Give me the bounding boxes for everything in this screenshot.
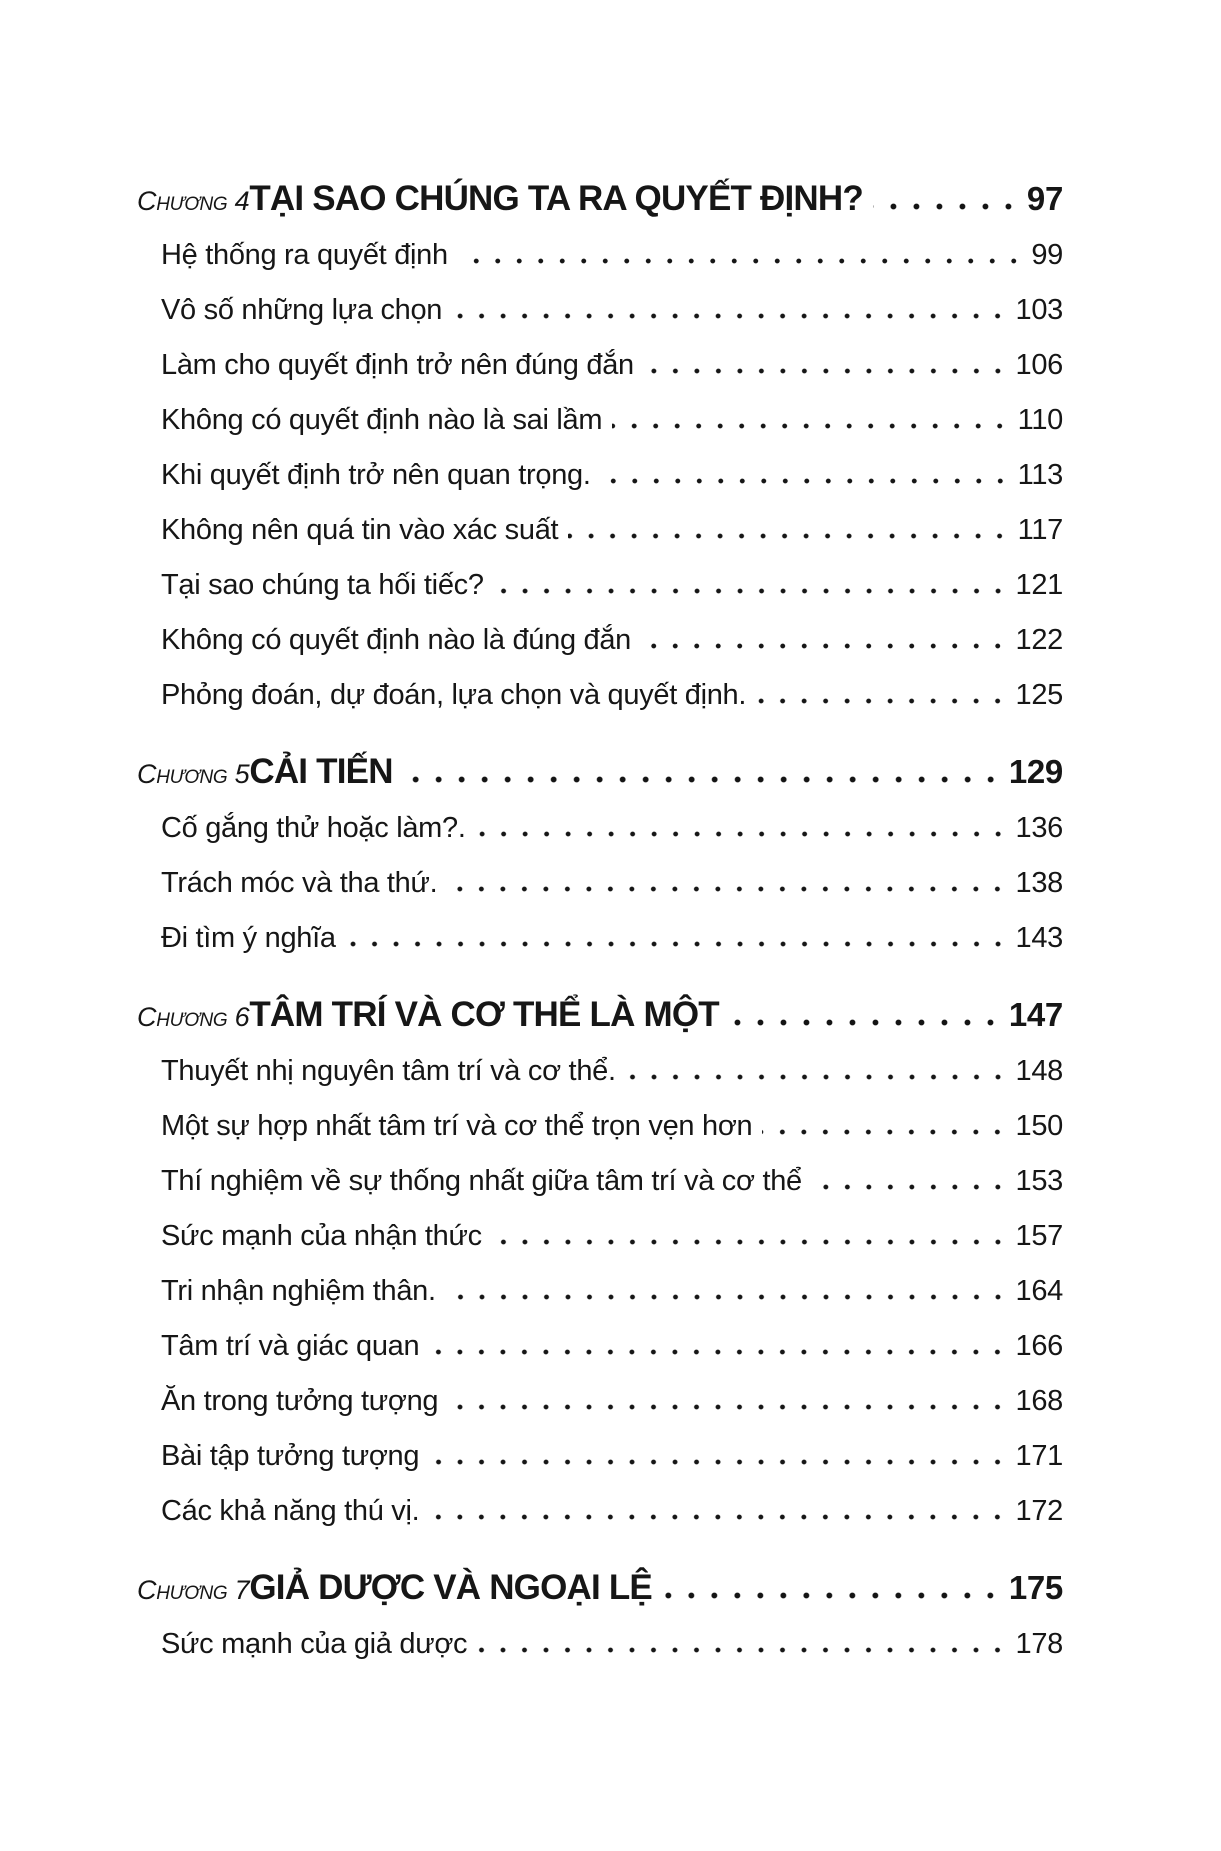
toc-section-row: [137, 1484, 1063, 1539]
dot-leader: [762, 1129, 1008, 1135]
dot-leader: [429, 1349, 1008, 1355]
toc-section-row: [137, 1319, 1063, 1374]
section-page-number: 172: [1015, 1495, 1063, 1527]
toc-section-row: [137, 448, 1063, 503]
toc-chapter-row: [137, 986, 1063, 1044]
dot-leader: [494, 588, 1009, 594]
section-page-number: 117: [1017, 514, 1063, 546]
section-title: Hệ thống ra quyết định: [161, 239, 448, 271]
toc-chapter-row: [137, 1559, 1063, 1617]
section-page-number: 125: [1015, 679, 1063, 711]
dot-leader: [641, 643, 1008, 649]
dot-leader: [601, 478, 1011, 484]
dot-leader: [477, 1647, 1008, 1653]
dot-leader: [448, 1404, 1008, 1410]
chapter-number-label: Chương 6: [137, 1002, 250, 1032]
chapter-page-number: 129: [1008, 753, 1063, 790]
chapter-title: TÂM TRÍ VÀ CƠ THỂ LÀ MỘT: [249, 995, 719, 1034]
dot-leader: [492, 1239, 1009, 1245]
section-page-number: 168: [1015, 1385, 1063, 1417]
toc-section-row: [137, 393, 1063, 448]
section-title: Trách móc và tha thứ.: [161, 867, 438, 899]
toc-section-row: [137, 668, 1063, 723]
chapter-number-label: Chương 5: [137, 759, 250, 789]
dot-leader: [476, 831, 1009, 837]
section-page-number: 171: [1015, 1440, 1063, 1472]
toc-section-row: [137, 1044, 1063, 1099]
toc-chapter-row: [137, 743, 1063, 801]
section-title: Tại sao chúng ta hối tiếc?: [161, 569, 484, 601]
section-title: Một sự hợp nhất tâm trí và cơ thể trọn vẹn hơn: [161, 1110, 753, 1142]
chapter-title: TẠI SAO CHÚNG TA RA QUYẾT ĐỊNH?: [249, 179, 863, 218]
section-page-number: 148: [1015, 1055, 1063, 1087]
dot-leader: [429, 1514, 1008, 1520]
dot-leader: [729, 1019, 1002, 1026]
section-title: Tri nhận nghiệm thân.: [161, 1275, 436, 1307]
toc-chapter-row: [137, 170, 1063, 228]
section-title: Các khả năng thú vị.: [161, 1495, 420, 1527]
section-title: Vô số những lựa chọn: [161, 294, 443, 326]
toc-section-row: [137, 558, 1063, 613]
section-page-number: 113: [1017, 459, 1063, 491]
section-title: Phỏng đoán, dự đoán, lựa chọn và quyết định.: [161, 679, 747, 711]
toc-section-row: [137, 228, 1063, 283]
toc-section-row: [137, 1264, 1063, 1319]
dot-leader: [756, 698, 1008, 704]
section-title: Thí nghiệm về sự thống nhất giữa tâm trí và cơ thể: [161, 1165, 802, 1197]
toc-section-row: [137, 1099, 1063, 1154]
section-title: Sức mạnh của giả dược: [161, 1628, 468, 1660]
dot-leader: [812, 1184, 1009, 1190]
section-page-number: 143: [1015, 922, 1063, 954]
chapter-number-label: Chương 7: [137, 1575, 250, 1605]
chapter-page-number: 175: [1008, 1569, 1063, 1606]
section-page-number: 103: [1015, 294, 1063, 326]
toc-section-row: [137, 503, 1063, 558]
dot-leader: [447, 886, 1008, 892]
section-title: Khi quyết định trở nên quan trọng.: [161, 459, 591, 491]
section-title: Sức mạnh của nhận thức: [161, 1220, 482, 1252]
section-page-number: 122: [1015, 624, 1063, 656]
section-page-number: 136: [1015, 812, 1063, 844]
chapter-page-number: 147: [1008, 996, 1063, 1033]
section-title: Ăn trong tưởng tượng: [161, 1385, 439, 1417]
section-title: Làm cho quyết định trở nên đúng đắn: [161, 349, 634, 381]
toc-section-row: [137, 1209, 1063, 1264]
dot-leader: [458, 258, 1025, 264]
chapter-page-number: 97: [1026, 180, 1063, 217]
dot-leader: [403, 776, 1002, 783]
dot-leader: [346, 941, 1009, 947]
section-page-number: 157: [1015, 1220, 1063, 1252]
section-title: Không nên quá tin vào xác suất: [161, 514, 559, 546]
section-page-number: 110: [1017, 404, 1063, 436]
section-page-number: 138: [1015, 867, 1063, 899]
section-title: Không có quyết định nào là sai lầm: [161, 404, 603, 436]
toc-section-row: [137, 613, 1063, 668]
toc-section-row: [137, 1429, 1063, 1484]
toc-section-row: [137, 1374, 1063, 1429]
section-title: Đi tìm ý nghĩa: [161, 922, 336, 954]
section-title: Không có quyết định nào là đúng đắn: [161, 624, 632, 656]
section-page-number: 178: [1015, 1628, 1063, 1660]
chapter-title: CẢI TIẾN: [249, 752, 393, 791]
section-page-number: 106: [1015, 349, 1063, 381]
dot-leader: [446, 1294, 1009, 1300]
section-title: Bài tập tưởng tượng: [161, 1440, 420, 1472]
section-page-number: 153: [1015, 1165, 1063, 1197]
chapter-title: GIẢ DƯỢC VÀ NGOẠI LỆ: [249, 1568, 652, 1607]
dot-leader: [873, 203, 1020, 210]
dot-leader: [452, 313, 1008, 319]
section-title: Cố gắng thử hoặc làm?.: [161, 812, 466, 844]
dot-leader: [612, 423, 1010, 429]
table-of-contents: [137, 170, 1063, 1672]
toc-section-row: [137, 283, 1063, 338]
toc-section-row: [137, 338, 1063, 393]
dot-leader: [644, 368, 1009, 374]
section-title: Tâm trí và giác quan: [161, 1330, 420, 1362]
chapter-number-label: Chương 4: [137, 186, 250, 216]
toc-section-row: [137, 856, 1063, 911]
dot-leader: [662, 1592, 1002, 1599]
section-page-number: 121: [1015, 569, 1063, 601]
toc-section-row: [137, 911, 1063, 966]
toc-section-row: [137, 801, 1063, 856]
dot-leader: [568, 533, 1010, 539]
section-page-number: 99: [1031, 239, 1063, 271]
section-page-number: 166: [1015, 1330, 1063, 1362]
section-page-number: 164: [1015, 1275, 1063, 1307]
section-page-number: 150: [1015, 1110, 1063, 1142]
toc-section-row: [137, 1617, 1063, 1672]
dot-leader: [429, 1459, 1008, 1465]
section-title: Thuyết nhị nguyên tâm trí và cơ thể.: [161, 1055, 616, 1087]
toc-section-row: [137, 1154, 1063, 1209]
dot-leader: [626, 1074, 1009, 1080]
